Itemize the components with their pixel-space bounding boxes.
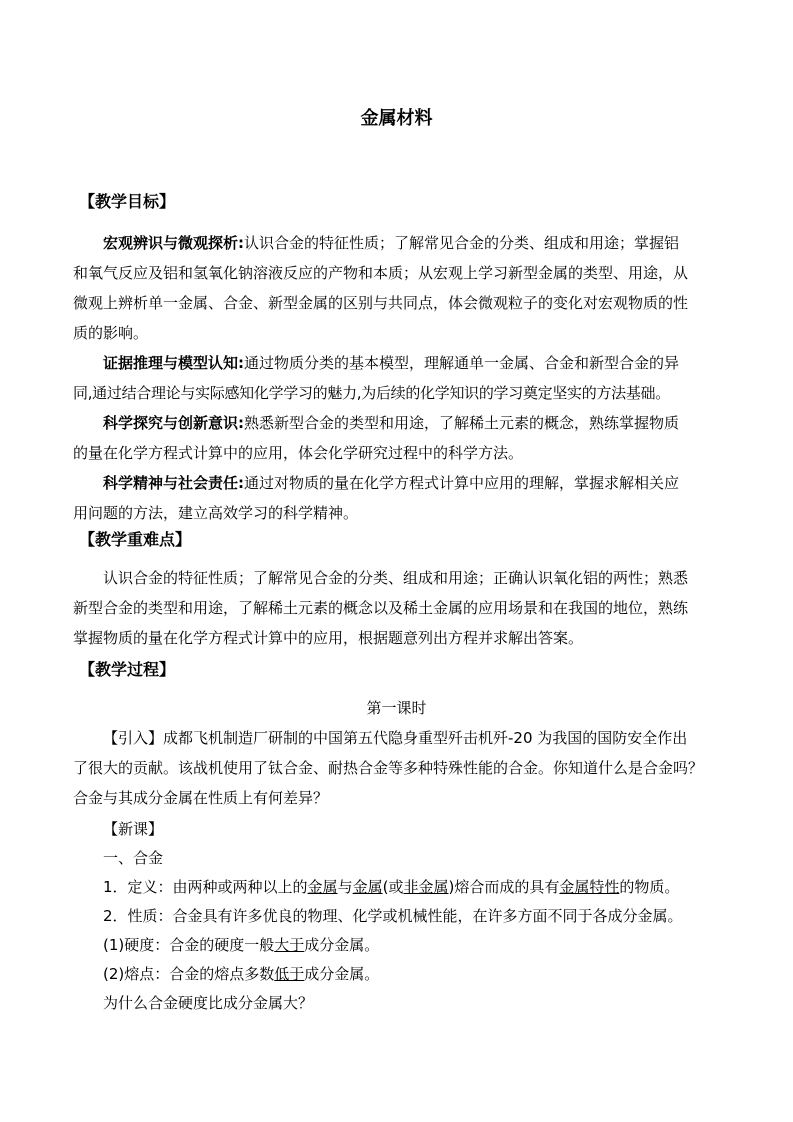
intro-line: 【引入】成都飞机制造厂研制的中国第五代隐身重型歼击机歼-20 为我国的国防安全作出 bbox=[103, 729, 688, 747]
hardness-line bbox=[103, 934, 379, 955]
intro-line: 了很大的贡献。该战机使用了钛合金、耐热合金等多种特殊性能的合金。你知道什么是合金吗？ bbox=[73, 759, 704, 777]
objective-item-1 bbox=[73, 228, 723, 258]
key-points-line: 掌握物质的量在化学方程式计算中的应用，根据题意列出方程并求解出答案。 bbox=[73, 629, 584, 647]
definition-text: (或 bbox=[382, 878, 404, 896]
definition-line bbox=[103, 876, 679, 897]
objective-text-line: 通过物质分类的基本模型，理解通单一金属、合金和新型合金的异 bbox=[244, 354, 680, 372]
key-points-line: 认识合金的特征性质；了解常见合金的分类、组成和用途；正确认识氧化铝的两性；熟悉 bbox=[103, 569, 689, 587]
objective-text-line: 微观上辨析单一金属、合金、新型金属的区别与共同点，体会微观粒子的变化对宏观物质的性 bbox=[73, 294, 689, 312]
objective-item-4 bbox=[73, 468, 723, 498]
key-points-line: 新型合金的类型和用途，了解稀土元素的概念以及稀土金属的应用场景和在我国的地位，熟练 bbox=[73, 599, 689, 617]
hardness-text: (1)硬度：合金的硬度一般 bbox=[103, 936, 275, 954]
question-line: 为什么合金硬度比成分金属大？ bbox=[103, 994, 314, 1012]
page-title: 金属材料 bbox=[360, 108, 433, 129]
definition-blank: 金属 bbox=[352, 878, 383, 896]
objective-label-2: 证据推理与模型认知: bbox=[103, 354, 244, 372]
objective-text-line: 熟悉新型合金的类型和用途，了解稀土元素的概念，熟练掌握物质 bbox=[244, 414, 680, 432]
objective-label-1: 宏观辨识与微观探析: bbox=[103, 234, 244, 252]
definition-blank: 金属特性 bbox=[559, 878, 620, 896]
intro-block bbox=[73, 723, 723, 813]
definition-blank: 金属 bbox=[307, 878, 338, 896]
definition-text: 的物质。 bbox=[619, 878, 680, 896]
definition-text: 1．定义：由两种或两种以上的 bbox=[103, 878, 308, 896]
new-lesson-label: 【新课】 bbox=[103, 820, 164, 838]
objective-label-4: 科学精神与社会责任: bbox=[103, 474, 244, 492]
objective-text-line: 用问题的方法，建立高效学习的科学精神。 bbox=[73, 504, 359, 522]
objectives-block bbox=[73, 228, 723, 528]
hardness-text: 成分金属。 bbox=[304, 936, 380, 954]
property-line: 2．性质：合金具有许多优良的物理、化学或机械性能，在许多方面不同于各成分金属。 bbox=[103, 907, 683, 925]
objective-text-line: 通过对物质的量在化学方程式计算中应用的理解，掌握求解相关应 bbox=[244, 474, 680, 492]
heading-objectives: 【教学目标】 bbox=[79, 192, 176, 211]
lesson-label: 第一课时 bbox=[366, 699, 427, 717]
objective-item-2 bbox=[73, 348, 723, 378]
objective-text-line: 质的影响。 bbox=[73, 324, 149, 342]
objective-item-3 bbox=[73, 408, 723, 438]
objective-text-line: 的量在化学方程式计算中的应用，体会化学研究过程中的科学方法。 bbox=[73, 444, 524, 462]
melting-text: 成分金属。 bbox=[304, 965, 380, 983]
intro-line: 合金与其成分金属在性质上有何差异？ bbox=[73, 789, 329, 807]
definition-text: 与 bbox=[337, 878, 353, 896]
heading-process: 【教学过程】 bbox=[79, 660, 176, 679]
definition-text: )熔合而成的具有 bbox=[448, 878, 560, 896]
heading-key-points: 【教学重难点】 bbox=[79, 530, 192, 549]
objective-text-line: 同,通过结合理论与实际感知化学学习的魅力,为后续的化学知识的学习奠定坚实的方法基础。 bbox=[73, 384, 670, 402]
objective-label-3: 科学探究与创新意识: bbox=[103, 414, 244, 432]
definition-blank: 非金属 bbox=[403, 878, 449, 896]
melting-line bbox=[103, 963, 379, 984]
melting-text: (2)熔点：合金的熔点多数 bbox=[103, 965, 275, 983]
key-points-block bbox=[73, 563, 723, 653]
section-alloy-heading: 一、合金 bbox=[103, 849, 164, 867]
hardness-blank: 大于 bbox=[274, 936, 305, 954]
objective-text-line: 和氧气反应及铝和氢氧化钠溶液反应的产物和本质；从宏观上学习新型金属的类型、用途，从 bbox=[73, 264, 689, 282]
objective-text-line: 认识合金的特征性质；了解常见合金的分类、组成和用途；掌握铝 bbox=[244, 234, 680, 252]
melting-blank: 低于 bbox=[274, 965, 305, 983]
